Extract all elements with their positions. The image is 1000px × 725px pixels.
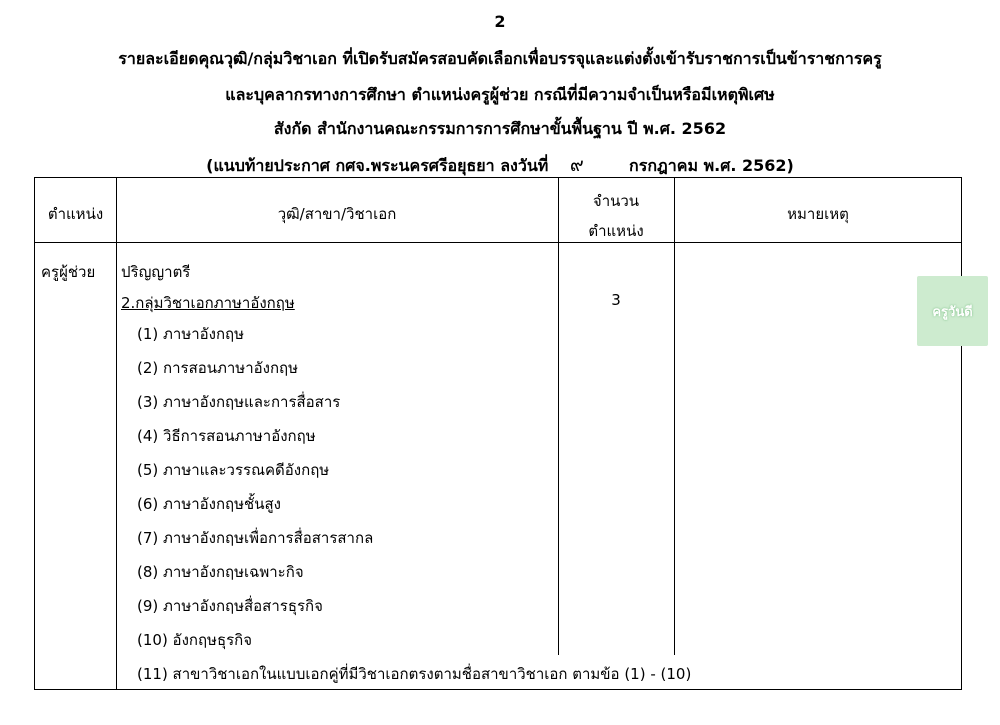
watermark-logo [917, 276, 988, 346]
watermark-text: ครูวันดี [932, 304, 973, 320]
header-major: วุฒิ/สาขา/วิชาเอก [277, 205, 397, 223]
header-count-line1: จำนวน [592, 192, 640, 210]
header-count-line2: ตำแหน่ง [588, 222, 644, 240]
degree-level: ปริญญาตรี [121, 263, 191, 281]
list-item: (5) ภาษาและวรรณคดีอังกฤษ [137, 461, 330, 479]
list-item: (11) สาขาวิชาเอกในแบบเอกคู่ที่มีวิชาเอกตรงตามชื่อสาขาวิชาเอก ตามข้อ (1) - (10) [137, 665, 692, 683]
list-item: (10) อังกฤษธุรกิจ [137, 631, 253, 649]
header-note: หมายเหตุ [787, 205, 849, 223]
announcement-reference: (แนบท้ายประกาศ กศจ.พระนครศรีอยุธยา ลงวันที่ [206, 156, 549, 175]
column-divider [116, 178, 117, 689]
list-item: (3) ภาษาอังกฤษและการสื่อสาร [137, 393, 341, 411]
heading-line-4 [0, 150, 1000, 180]
announcement-day: ๙ [569, 154, 584, 176]
list-item: (9) ภาษาอังกฤษสื่อสารธุรกิจ [137, 597, 323, 615]
subject-group: 2.กลุ่มวิชาเอกภาษาอังกฤษ [121, 294, 295, 312]
qualification-table [34, 177, 962, 690]
major-list [137, 324, 691, 698]
header-position: ตำแหน่ง [47, 205, 104, 223]
position-count: 3 [611, 291, 621, 309]
heading-line-1: รายละเอียดคุณวุฒิ/กลุ่มวิชาเอก ที่เปิดรับสมัครสอบคัดเลือกเพื่อบรรจุและแต่งตั้งเข้ารับราชการเป็นข้าราชการครู [118, 49, 882, 68]
page-number: 2 [494, 12, 506, 31]
list-item: (8) ภาษาอังกฤษเฉพาะกิจ [137, 563, 304, 581]
list-item: (2) การสอนภาษาอังกฤษ [137, 359, 299, 377]
list-item: (7) ภาษาอังกฤษเพื่อการสื่อสารสากล [137, 529, 374, 547]
header-divider [35, 242, 961, 243]
list-item: (1) ภาษาอังกฤษ [137, 325, 245, 343]
list-item: (4) วิธีการสอนภาษาอังกฤษ [137, 427, 316, 445]
position-value: ครูผู้ช่วย [41, 263, 96, 281]
header-count [558, 186, 674, 246]
heading-line-3: สังกัด สำนักงานคณะกรรมการการศึกษาขั้นพื้นฐาน ปี พ.ศ. 2562 [273, 119, 727, 138]
heading-line-2: และบุคลากรทางการศึกษา ตำแหน่งครูผู้ช่วย กรณีที่มีความจำเป็นหรือมีเหตุพิเศษ [225, 85, 775, 104]
list-item: (6) ภาษาอังกฤษชั้นสูง [137, 495, 281, 513]
announcement-month-year: กรกฎาคม พ.ศ. 2562) [629, 156, 794, 175]
